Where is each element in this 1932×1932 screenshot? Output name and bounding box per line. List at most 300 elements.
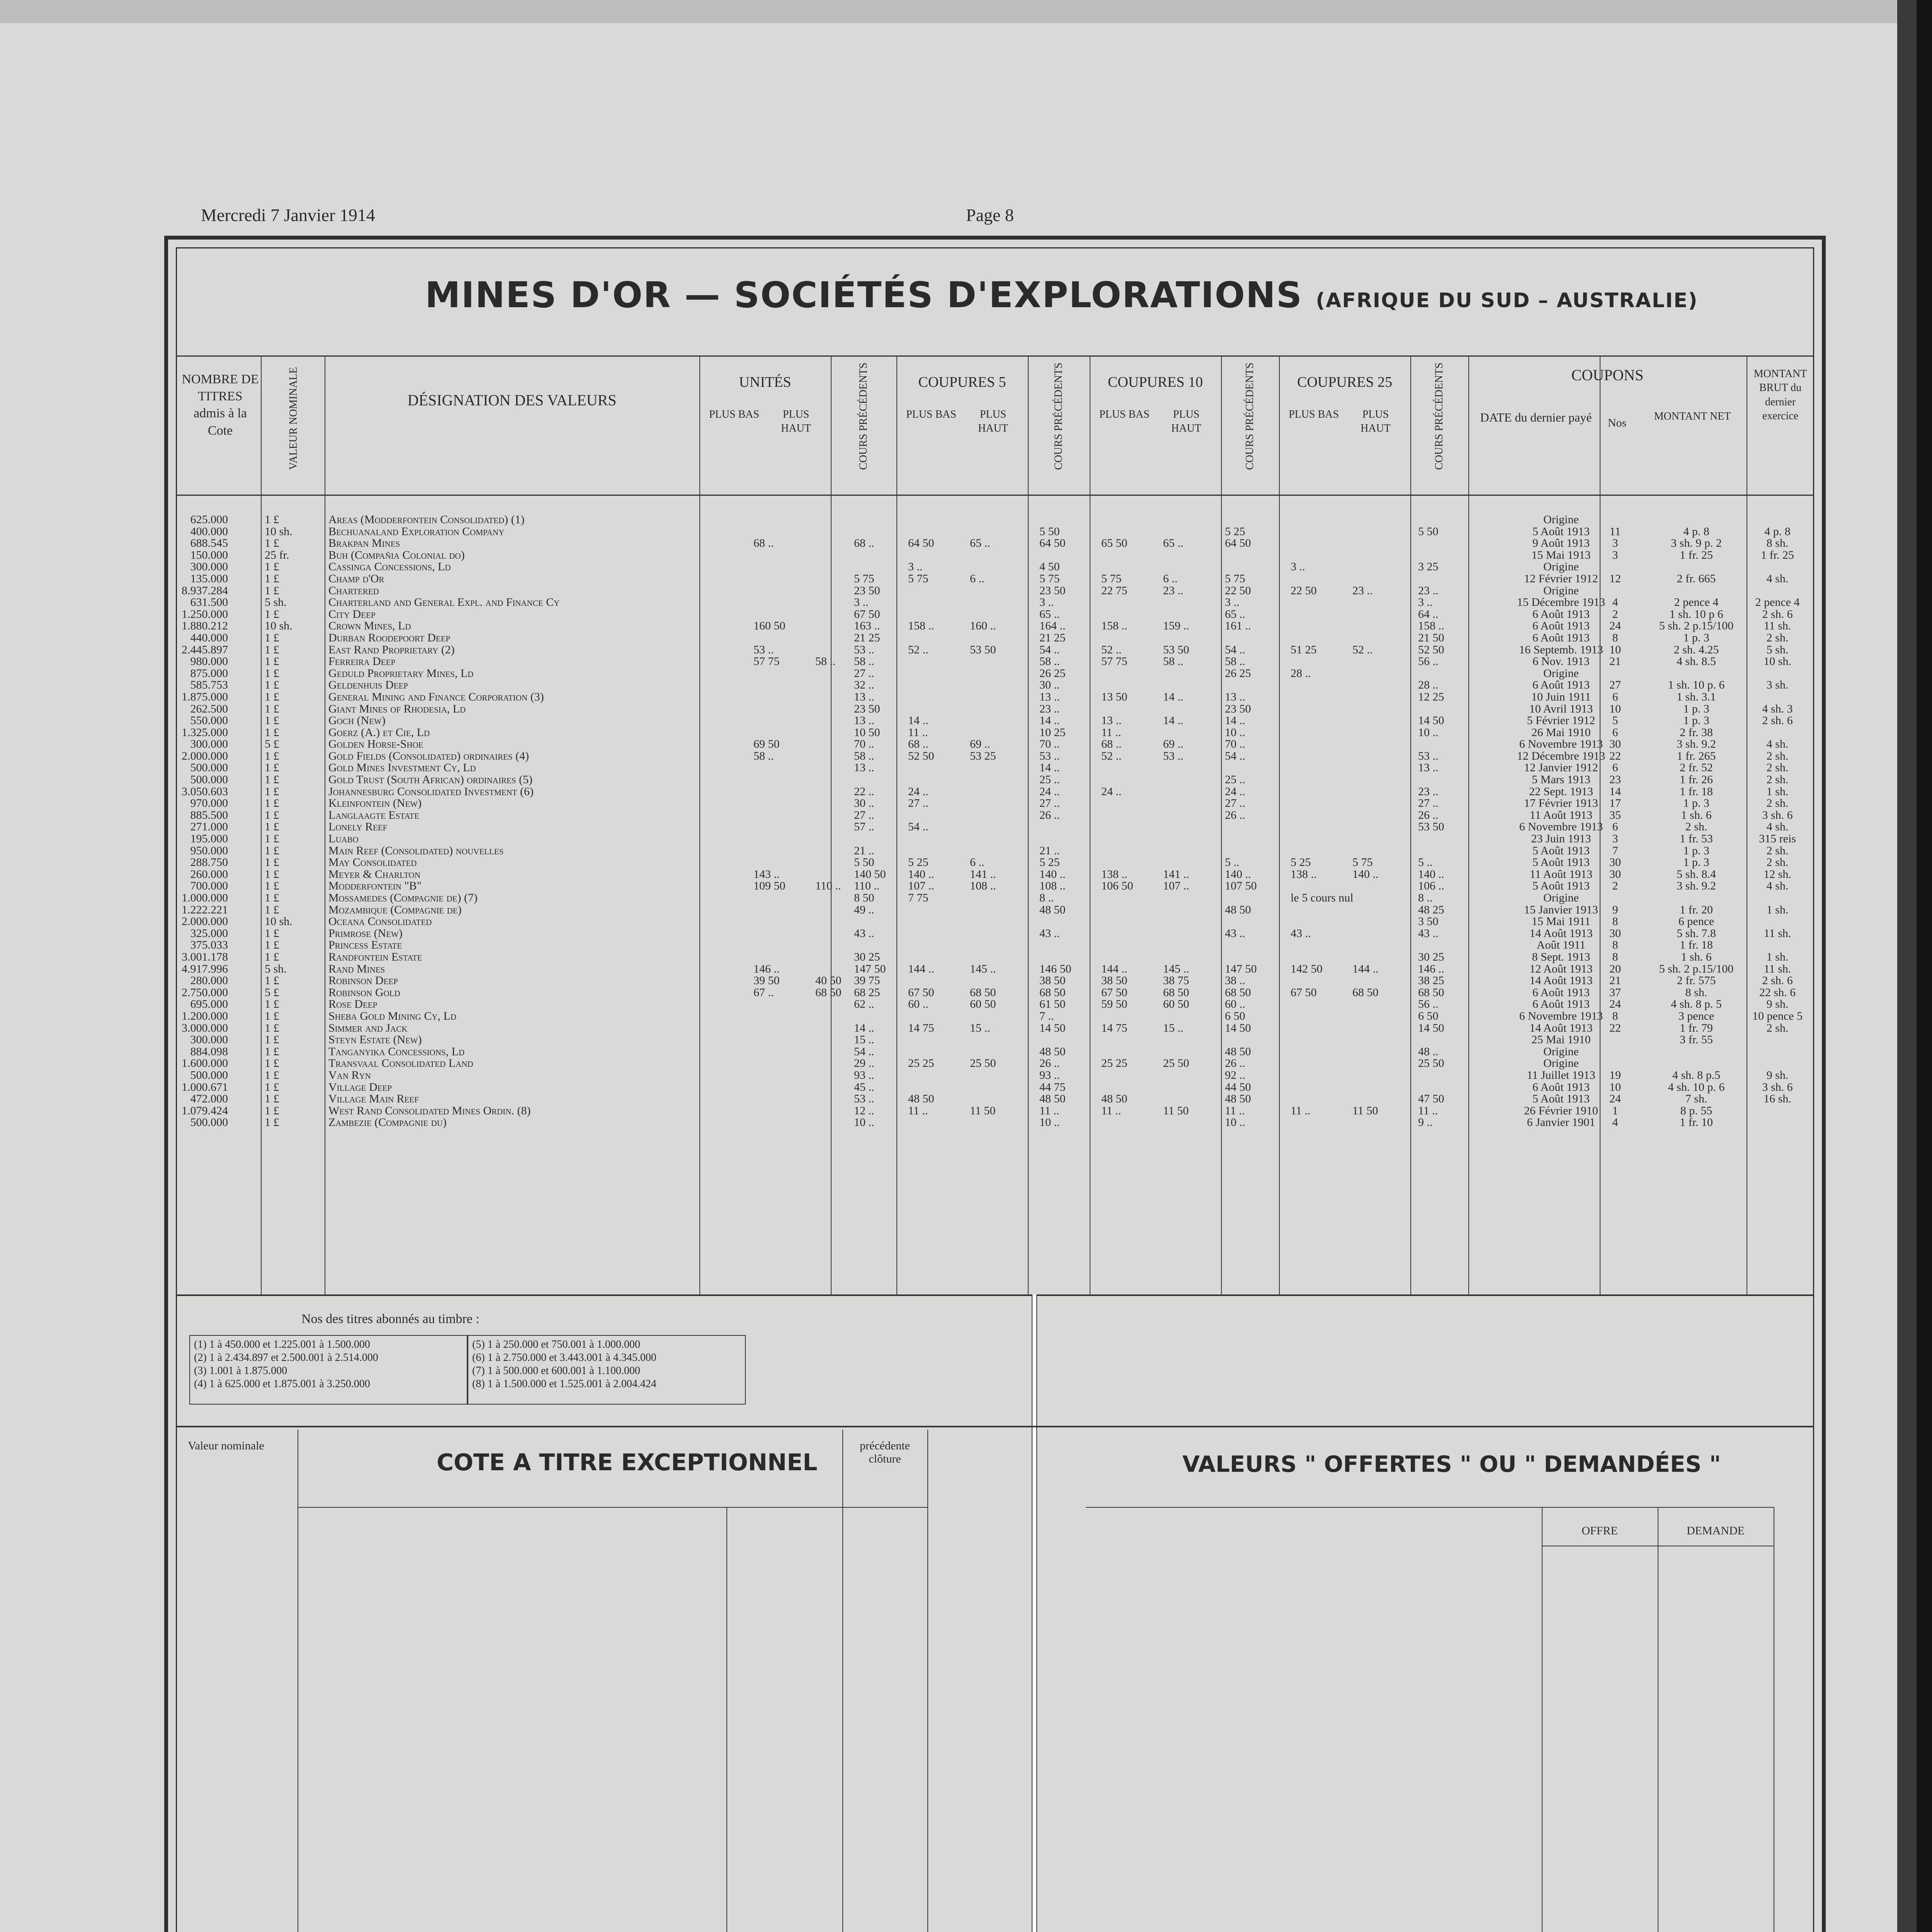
cell-cp10: 23 50 <box>1225 702 1251 715</box>
cell-cp25: 53 50 <box>1418 820 1444 833</box>
cell-mt: 8 sh. <box>1685 986 1708 999</box>
cell-mt: 1 p. 3 <box>1683 631 1709 644</box>
cell-b25: 142 50 <box>1291 962 1323 975</box>
cell-no: 6 <box>1612 761 1618 774</box>
table-row <box>182 597 1804 609</box>
cell-no: 6 <box>1612 726 1618 739</box>
col-plus-haut-5: PLUS HAUT <box>978 408 1008 435</box>
cell-ub: 67 .. <box>753 986 774 999</box>
cell-mt: 8 p. 55 <box>1680 1104 1713 1117</box>
cell-cp25: 14 50 <box>1418 1021 1444 1034</box>
cell-h5: 25 50 <box>970 1057 996 1070</box>
cell-b10: 14 75 <box>1101 1021 1128 1034</box>
cell-des: Bechuanaland Exploration Company <box>328 525 505 538</box>
cell-mt: 4 sh. 8 p. 5 <box>1671 998 1722 1011</box>
table-row <box>182 1082 1804 1094</box>
cell-nb: 500.000 <box>190 761 228 774</box>
cell-b5: 52 .. <box>908 643 929 656</box>
cell-nb: 262.500 <box>190 702 228 715</box>
cell-date: 14 Août 1913 <box>1529 1021 1593 1034</box>
cell-mb: 4 sh. <box>1766 879 1789 893</box>
cell-h5: 6 .. <box>970 572 985 585</box>
cell-h10: 14 .. <box>1163 714 1184 727</box>
cell-no: 10 <box>1609 702 1621 715</box>
cell-cp5: 26 .. <box>1039 1057 1060 1070</box>
cell-mt: 3 sh. 9 p. 2 <box>1671 537 1722 550</box>
offertes-rule <box>1086 1507 1774 1508</box>
cell-cp10: 26 .. <box>1225 1057 1245 1070</box>
cell-cp5: 70 .. <box>1039 738 1060 751</box>
cell-ub: 39 50 <box>753 974 780 987</box>
table-row <box>182 1010 1804 1022</box>
cell-mb: 4 sh. <box>1766 572 1789 585</box>
cell-mt: 2 fr. 38 <box>1680 726 1713 739</box>
cell-h5: 160 .. <box>970 619 996 633</box>
cell-no: 24 <box>1609 619 1621 633</box>
cell-cp5: 14 .. <box>1039 761 1060 774</box>
cell-mt: 1 fr. 25 <box>1680 548 1713 561</box>
cell-des: Transvaal Consolidated Land <box>328 1057 473 1070</box>
cell-b5: 54 .. <box>908 820 929 833</box>
cell-cp25: 8 .. <box>1418 891 1433 904</box>
cell-no: 19 <box>1609 1068 1621 1082</box>
cell-cp25: 3 25 <box>1418 560 1439 573</box>
cell-cp5: 140 .. <box>1039 867 1066 881</box>
cell-cp10: 48 50 <box>1225 1092 1251 1105</box>
table-row <box>182 549 1804 561</box>
cell-cp10: 44 50 <box>1225 1080 1251 1094</box>
cell-mt: 1 p. 3 <box>1683 856 1709 869</box>
cell-cp: 8 50 <box>854 891 874 904</box>
cell-h5: 53 25 <box>970 749 996 762</box>
cell-cp5: 21 25 <box>1039 631 1066 644</box>
table-bottom-rule <box>176 1294 1814 1296</box>
header-date: Mercredi 7 Janvier 1914 <box>201 205 375 225</box>
cell-des: Mozambique (Compagnie de) <box>328 903 462 916</box>
table-row <box>182 1058 1804 1070</box>
title-sub: (AFRIQUE DU SUD – AUSTRALIE) <box>1316 289 1698 312</box>
cell-des: Main Reef (Consolidated) nouvelles <box>328 844 504 857</box>
table-row <box>182 951 1804 963</box>
cell-date: Origine <box>1543 560 1579 573</box>
cell-mt: 1 p. 3 <box>1683 714 1709 727</box>
cell-mb: 2 sh. <box>1766 631 1789 644</box>
cell-no: 4 <box>1612 596 1618 609</box>
cell-des: May Consolidated <box>328 856 417 869</box>
cell-date: 5 Août 1913 <box>1532 844 1590 857</box>
cell-no: 20 <box>1609 962 1621 975</box>
cell-val: 1 £ <box>265 832 279 845</box>
abonnes-line: (3) 1.001 à 1.875.000 <box>194 1365 287 1377</box>
cell-cp: 58 .. <box>854 655 874 668</box>
abonnes-line: (8) 1 à 1.500.000 et 1.525.001 à 2.004.424 <box>472 1378 656 1390</box>
cell-cp5: 13 .. <box>1039 690 1060 703</box>
cell-h10: 107 .. <box>1163 879 1189 893</box>
cell-val: 1 £ <box>265 1057 279 1070</box>
cell-mt: 4 p. 8 <box>1683 525 1709 538</box>
cell-cp: 43 .. <box>854 927 874 940</box>
cell-nb: 500.000 <box>190 1116 228 1129</box>
cell-val: 1 £ <box>265 690 279 703</box>
cell-des: Gold Mines Investment Cy, Ld <box>328 761 476 774</box>
cell-mb: 4 sh. <box>1766 738 1789 751</box>
cell-date: 17 Février 1913 <box>1524 797 1598 810</box>
cell-mt: 3 fr. 55 <box>1680 1033 1713 1046</box>
cell-val: 5 sh. <box>265 962 287 975</box>
cell-cp5: 5 25 <box>1039 856 1060 869</box>
cell-date: Origine <box>1543 891 1579 904</box>
cell-mt: 1 fr. 20 <box>1680 903 1713 916</box>
table-row <box>182 585 1804 597</box>
cell-h10: 58 .. <box>1163 655 1184 668</box>
cell-cp5: 58 .. <box>1039 655 1060 668</box>
table-row <box>182 1105 1804 1117</box>
cell-b5: 144 .. <box>908 962 934 975</box>
cell-nb: 2.000.000 <box>182 749 228 762</box>
cell-val: 1 £ <box>265 761 279 774</box>
scan-edge-dark <box>1917 0 1932 1932</box>
cell-cp5: 26 25 <box>1039 667 1066 680</box>
col-cours-prec-1: COURS PRÉCÉDENTS <box>857 362 869 470</box>
table-row <box>182 798 1804 810</box>
cell-mt: 1 fr. 53 <box>1680 832 1713 845</box>
cell-cp25: 23 .. <box>1418 584 1439 597</box>
offertes-col-1 <box>1542 1507 1543 1932</box>
cell-val: 1 £ <box>265 1080 279 1094</box>
cell-nb: 300.000 <box>190 738 228 751</box>
col-coupures25: COUPURES 25 <box>1297 374 1392 390</box>
cell-nb: 150.000 <box>190 548 228 561</box>
cell-b5: 3 .. <box>908 560 923 573</box>
cell-cp: 10 50 <box>854 726 880 739</box>
cell-mb: 2 sh. <box>1766 1021 1789 1034</box>
abonnes-right <box>468 1335 746 1405</box>
table-row <box>182 869 1804 881</box>
quotes-table <box>182 514 1804 1129</box>
cell-no: 30 <box>1609 856 1621 869</box>
cell-h10: 65 .. <box>1163 537 1184 550</box>
cell-des: Oceana Consolidated <box>328 915 432 928</box>
cell-cp25: 3 .. <box>1418 596 1433 609</box>
cell-cp5: 26 .. <box>1039 808 1060 821</box>
cell-cp: 15 .. <box>854 1033 874 1046</box>
cell-date: 10 Juin 1911 <box>1531 690 1591 703</box>
col-cours-prec-5: COURS PRÉCÉDENTS <box>1053 362 1065 470</box>
cell-b25: 22 50 <box>1291 584 1317 597</box>
cell-mt: 1 sh. 6 <box>1681 808 1712 821</box>
cell-val: 5 sh. <box>265 596 287 609</box>
cell-cp25: 43 .. <box>1418 927 1439 940</box>
col-date-dernier: DATE du dernier payé <box>1480 410 1592 424</box>
cell-mt: 1 p. 3 <box>1683 844 1709 857</box>
table-row <box>182 762 1804 774</box>
cell-b5: 48 50 <box>908 1092 934 1105</box>
cell-val: 10 sh. <box>265 619 293 633</box>
cell-val: 1 £ <box>265 950 279 963</box>
abonnes-title: Nos des titres abonnés au timbre : <box>301 1312 480 1326</box>
cell-nb: 300.000 <box>190 560 228 573</box>
cell-nb: 500.000 <box>190 773 228 786</box>
cell-nb: 135.000 <box>190 572 228 585</box>
cell-des: Simmer and Jack <box>328 1021 408 1034</box>
cell-cp25: 38 25 <box>1418 974 1444 987</box>
cell-val: 1 £ <box>265 655 279 668</box>
cell-mb: 4 sh. 3 <box>1762 702 1793 715</box>
cell-cp25: 47 50 <box>1418 1092 1444 1105</box>
cell-no: 37 <box>1609 986 1621 999</box>
cell-date: 5 Août 1913 <box>1532 525 1590 538</box>
cell-h5: 60 50 <box>970 998 996 1011</box>
cell-mb: 2 sh. 6 <box>1762 714 1793 727</box>
cell-val: 1 £ <box>265 927 279 940</box>
cell-cp25: 64 .. <box>1418 607 1439 621</box>
cell-des: East Rand Proprietary (2) <box>328 643 455 656</box>
cell-b25: 5 25 <box>1291 856 1311 869</box>
cell-cp: 23 50 <box>854 584 880 597</box>
cell-date: 25 Mai 1910 <box>1531 1033 1591 1046</box>
col-plus-bas-10: PLUS BAS <box>1099 408 1150 420</box>
cell-cp5: 146 50 <box>1039 962 1071 975</box>
cell-no: 11 <box>1609 525 1621 538</box>
cell-cp10: 54 .. <box>1225 643 1245 656</box>
cell-cp10: 26 .. <box>1225 808 1245 821</box>
demande-label: DEMANDE <box>1687 1524 1745 1537</box>
cell-des: Charterland and General Expl. and Finance Cy <box>328 596 560 609</box>
table-row <box>182 833 1804 845</box>
cell-h25: 11 50 <box>1352 1104 1378 1117</box>
cell-mt: 6 pence <box>1678 915 1714 928</box>
cell-date: 6 Août 1913 <box>1532 619 1590 633</box>
cell-cp: 45 .. <box>854 1080 874 1094</box>
cell-cp10: 5 .. <box>1225 856 1240 869</box>
cell-h5: 65 .. <box>970 537 990 550</box>
cell-b5: 25 25 <box>908 1057 934 1070</box>
cell-b10: 38 50 <box>1101 974 1128 987</box>
abonnes-line: (6) 1 à 2.750.000 et 3.443.001 à 4.345.000 <box>472 1352 656 1364</box>
cell-cp: 22 .. <box>854 785 874 798</box>
cell-date: 23 Juin 1913 <box>1531 832 1591 845</box>
cell-des: General Mining and Finance Corporation (3) <box>328 690 544 703</box>
cell-val: 1 £ <box>265 773 279 786</box>
cell-nb: 8.937.284 <box>182 584 228 597</box>
cell-des: Golden Horse-Shoe <box>328 738 423 751</box>
cell-date: Origine <box>1543 1057 1579 1070</box>
cell-cp5: 30 .. <box>1039 679 1060 692</box>
cell-des: Johannesburg Consolidated Investment (6) <box>328 785 534 798</box>
cell-mt: 1 fr. 18 <box>1680 939 1713 952</box>
cell-des: Buh (Compañia Colonial do) <box>328 548 465 561</box>
cell-h5: 68 50 <box>970 986 996 999</box>
cell-b10: 65 50 <box>1101 537 1128 550</box>
section-rule <box>176 1426 1814 1427</box>
cell-mb: 2 sh. <box>1766 761 1789 774</box>
table-row <box>182 750 1804 762</box>
cell-mb: 1 sh. <box>1766 903 1789 916</box>
cell-val: 1 £ <box>265 1116 279 1129</box>
cell-nb: 195.000 <box>190 832 228 845</box>
cell-b10: 52 .. <box>1101 643 1122 656</box>
cell-des: Giant Mines of Rhodesia, Ld <box>328 702 466 715</box>
cell-cp25: 3 50 <box>1418 915 1439 928</box>
cell-h5: 11 50 <box>970 1104 996 1117</box>
cell-no: 24 <box>1609 1092 1621 1105</box>
cell-cp5: 3 .. <box>1039 596 1054 609</box>
cell-cp: 5 50 <box>854 856 874 869</box>
cell-cp: 3 .. <box>854 596 869 609</box>
table-row <box>182 703 1804 715</box>
cell-des: Rose Deep <box>328 998 378 1011</box>
cell-mt: 2 fr. 665 <box>1677 572 1716 585</box>
cell-cp10: 5 75 <box>1225 572 1245 585</box>
cell-val: 1 £ <box>265 513 279 526</box>
cell-b10: 13 50 <box>1101 690 1128 703</box>
cell-cp: 67 50 <box>854 607 880 621</box>
cell-b10: 13 .. <box>1101 714 1122 727</box>
cell-des: Robinson Gold <box>328 986 400 999</box>
cell-b5: 14 .. <box>908 714 929 727</box>
cell-no: 7 <box>1612 844 1618 857</box>
cell-mt: 2 sh. 4.25 <box>1673 643 1719 656</box>
cell-cp: 5 75 <box>854 572 874 585</box>
cell-cp: 58 .. <box>854 749 874 762</box>
cell-mb: 8 sh. <box>1766 537 1789 550</box>
cell-cp: 39 75 <box>854 974 880 987</box>
cell-cp10: 48 50 <box>1225 903 1251 916</box>
cell-cp5: 4 50 <box>1039 560 1060 573</box>
cell-cp5: 64 50 <box>1039 537 1066 550</box>
cell-date: 14 Août 1913 <box>1529 974 1593 987</box>
cell-b10: 11 .. <box>1101 1104 1121 1117</box>
cell-no: 4 <box>1612 1116 1618 1129</box>
table-row <box>182 561 1804 573</box>
cell-nb: 884.098 <box>190 1045 228 1058</box>
cell-h5: 6 .. <box>970 856 985 869</box>
cell-nb: 1.200.000 <box>182 1009 228 1022</box>
cell-no: 22 <box>1609 1021 1621 1034</box>
cell-val: 1 £ <box>265 714 279 727</box>
cell-b5: 11 .. <box>908 726 928 739</box>
cell-des: Princess Estate <box>328 939 402 952</box>
cell-val: 1 £ <box>265 572 279 585</box>
cell-ub: 68 .. <box>753 537 774 550</box>
cell-cp25: 48 25 <box>1418 903 1444 916</box>
cell-val: 1 £ <box>265 537 279 550</box>
cell-mb: 2 sh. <box>1766 856 1789 869</box>
cell-date: Origine <box>1543 584 1579 597</box>
cell-nb: 585.753 <box>190 679 228 692</box>
cell-cp: 21 .. <box>854 844 874 857</box>
table-top-rule <box>176 355 1814 357</box>
table-row <box>182 916 1804 928</box>
cell-cp5: 61 50 <box>1039 998 1066 1011</box>
cell-b10: 11 .. <box>1101 726 1121 739</box>
col-plus-bas-25: PLUS BAS <box>1289 408 1339 420</box>
cell-mb: 11 sh. <box>1764 962 1791 975</box>
cell-cp10: 140 .. <box>1225 867 1251 881</box>
cell-no: 21 <box>1609 655 1621 668</box>
cell-cp10: 48 50 <box>1225 1045 1251 1058</box>
cell-cp5: 53 .. <box>1039 749 1060 762</box>
cell-mt: 1 fr. 18 <box>1680 785 1713 798</box>
cell-b10: 48 50 <box>1101 1092 1128 1105</box>
table-row <box>182 727 1804 739</box>
cell-cp: 163 .. <box>854 619 880 633</box>
cell-cp25: 52 50 <box>1418 643 1444 656</box>
cell-ub: 53 .. <box>753 643 774 656</box>
cell-b25: 67 50 <box>1291 986 1317 999</box>
exc-rule <box>298 1507 927 1508</box>
cell-cp5: 21 .. <box>1039 844 1060 857</box>
cell-h10: 6 .. <box>1163 572 1178 585</box>
cell-val: 1 £ <box>265 1033 279 1046</box>
exc-valeur: Valeur nominale <box>188 1439 264 1452</box>
cell-mb: 10 sh. <box>1764 655 1791 668</box>
cell-mt: 1 fr. 10 <box>1680 1116 1713 1129</box>
cell-h10: 53 .. <box>1163 749 1184 762</box>
cell-val: 1 £ <box>265 584 279 597</box>
cell-nb: 1.000.000 <box>182 891 228 904</box>
cell-des: Langlaagte Estate <box>328 808 419 821</box>
cell-cp: 49 .. <box>854 903 874 916</box>
cell-no: 22 <box>1609 749 1621 762</box>
cell-cp25: 146 .. <box>1418 962 1444 975</box>
cell-cp10: 5 25 <box>1225 525 1245 538</box>
table-row <box>182 786 1804 798</box>
cell-cp: 27 .. <box>854 667 874 680</box>
cell-des: Gold Fields (Consolidated) ordinaires (4) <box>328 749 529 762</box>
cell-nb: 1.325.000 <box>182 726 228 739</box>
cell-mt: 7 sh. <box>1685 1092 1708 1105</box>
table-row <box>182 845 1804 857</box>
cell-des: Zambezie (Compagnie du) <box>328 1116 447 1129</box>
cell-date: Origine <box>1543 667 1579 680</box>
table-row <box>182 609 1804 621</box>
cell-nb: 325.000 <box>190 927 228 940</box>
cell-date: 6 Août 1913 <box>1532 631 1590 644</box>
cell-h10: 11 50 <box>1163 1104 1189 1117</box>
cell-h10: 69 .. <box>1163 738 1184 751</box>
cell-val: 1 £ <box>265 1045 279 1058</box>
cell-uh: 40 50 <box>815 974 842 987</box>
cell-cp10: 27 .. <box>1225 797 1245 810</box>
cell-mt: 2 fr. 52 <box>1680 761 1713 774</box>
cell-no: 6 <box>1612 820 1618 833</box>
cell-mt: 4 sh. 8.5 <box>1677 655 1716 668</box>
exc-col-2 <box>726 1507 727 1932</box>
cell-val: 5 £ <box>265 986 279 999</box>
cell-b5: 107 .. <box>908 879 934 893</box>
cell-no: 35 <box>1609 808 1621 821</box>
cell-mt: 1 fr. 79 <box>1680 1021 1713 1034</box>
table-row <box>182 987 1804 999</box>
cell-cp5: 10 .. <box>1039 1116 1060 1129</box>
cell-date: 6 Août 1913 <box>1532 986 1590 999</box>
cell-cp: 68 .. <box>854 537 874 550</box>
table-row <box>182 1117 1804 1129</box>
cell-h25: 68 50 <box>1352 986 1379 999</box>
cell-des: Village Main Reef <box>328 1092 419 1105</box>
cell-des: Randfontein Estate <box>328 950 422 963</box>
cell-val: 1 £ <box>265 1092 279 1105</box>
abonnes-left <box>189 1335 468 1405</box>
cell-cp: 13 .. <box>854 714 874 727</box>
table-row <box>182 975 1804 987</box>
cell-h5: 145 .. <box>970 962 996 975</box>
cell-cp10: 54 .. <box>1225 749 1245 762</box>
cell-val: 1 £ <box>265 560 279 573</box>
cell-mb: 9 sh. <box>1766 1068 1789 1082</box>
cell-des: Mossamedes (Compagnie de) (7) <box>328 891 478 904</box>
